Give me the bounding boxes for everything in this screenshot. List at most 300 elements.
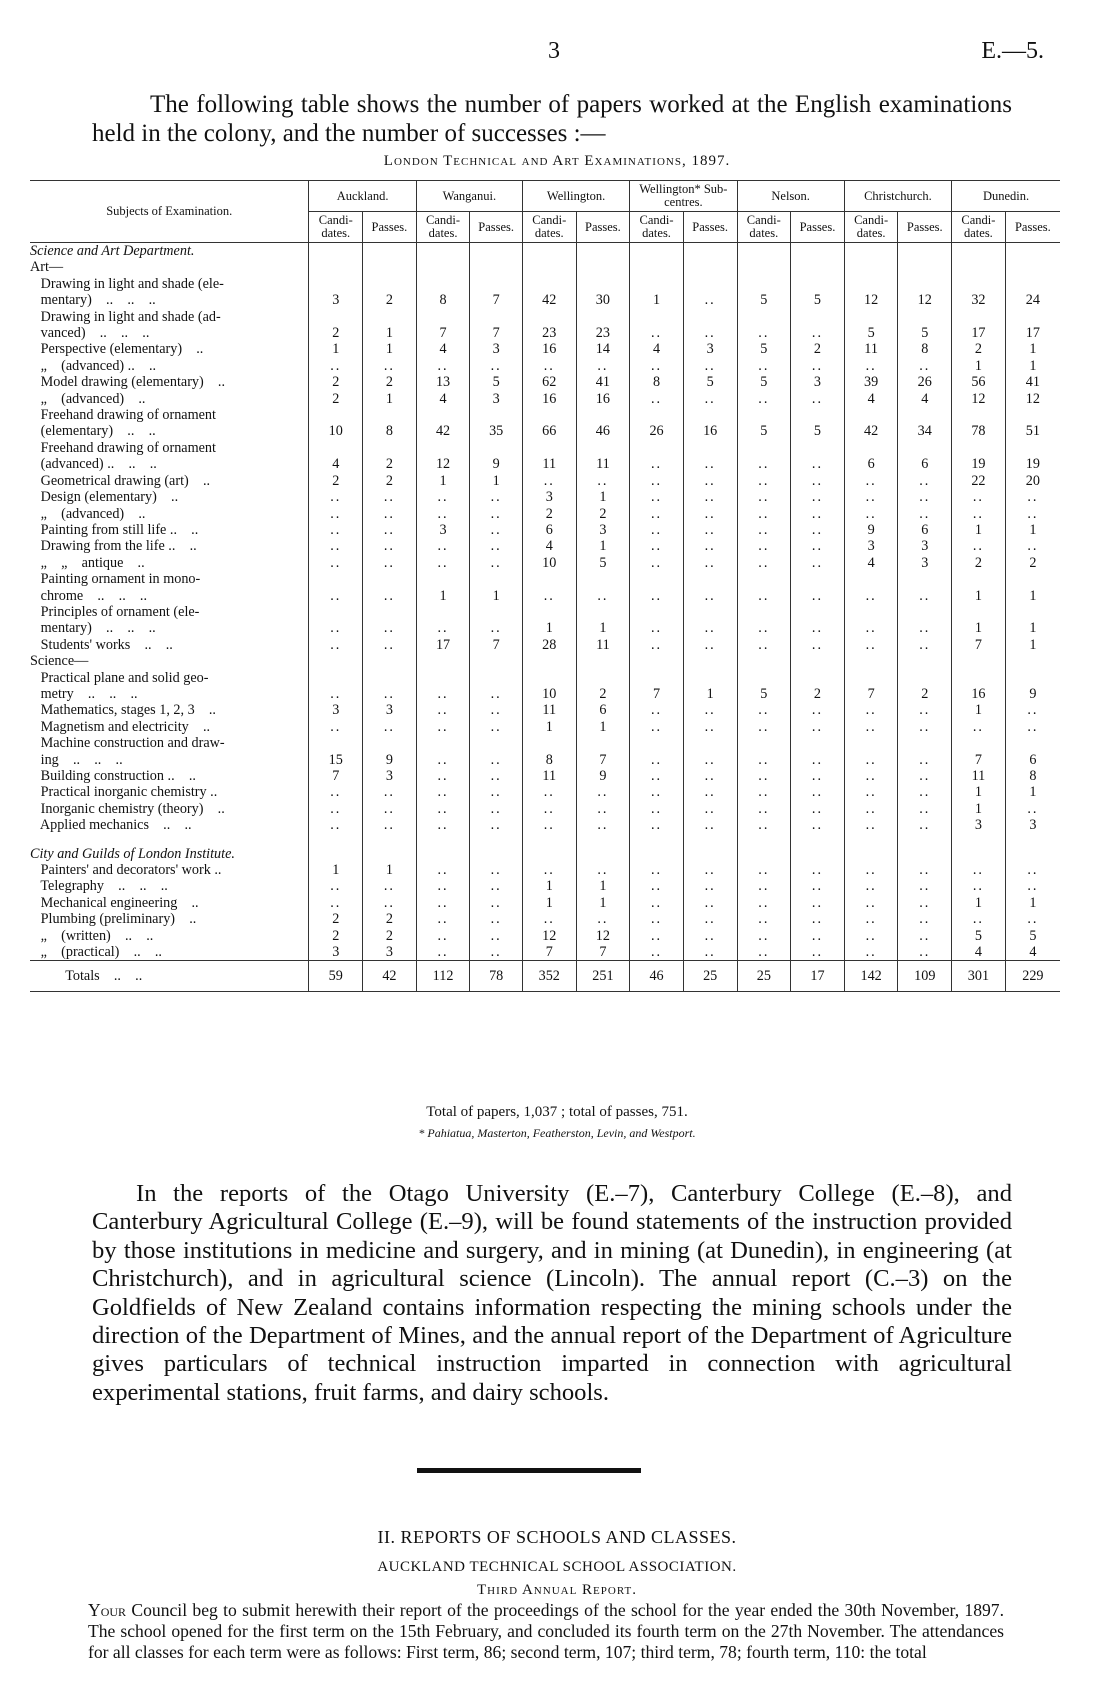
passes-cell: 2 [363,928,417,944]
passes-cell: .. [791,358,845,374]
passes-cell: 1 [683,686,737,702]
candidates-cell: .. [737,862,791,878]
passes-cell [898,735,952,751]
candidates-cell: .. [737,719,791,735]
candidates-cell [416,735,470,751]
passes-cell [1005,259,1060,275]
candidates-cell [309,653,363,669]
passes-cell: .. [898,928,952,944]
passes-cell [576,604,630,620]
passes-cell [898,407,952,423]
candidates-cell [630,276,684,292]
candidates-cell: .. [844,817,898,833]
table-row [30,407,1060,423]
passes-cell: 2 [576,686,630,702]
passes-cell: 3 [363,702,417,718]
passes-cell: .. [1005,862,1060,878]
candidates-cell [737,834,791,846]
candidates-cell [309,670,363,686]
candidates-cell: 142 [844,961,898,992]
passes-cell: 1 [1005,588,1060,604]
row-label: Applied mechanics .. .. [30,817,192,834]
candidates-cell: 7 [416,325,470,341]
candidates-cell: .. [737,506,791,522]
candidates-cell: .. [416,878,470,894]
passes-cell: .. [898,620,952,636]
candidates-cell: .. [522,801,576,817]
candidates-cell: .. [737,878,791,894]
candidates-cell: .. [630,637,684,653]
row-label: Freehand drawing of ornament [30,439,216,456]
candidates-cell: 5 [952,928,1006,944]
candidates-cell: 7 [630,686,684,702]
document-code: E.—5. [981,38,1044,64]
candidates-cell: 12 [952,391,1006,407]
passes-cell: 17 [791,961,845,992]
candidates-cell: .. [952,911,1006,927]
candidates-cell: .. [844,588,898,604]
candidates-cell [952,735,1006,751]
passes-cell [683,440,737,456]
candidates-cell: .. [844,944,898,961]
passes-cell: .. [791,620,845,636]
passes-cell: 2 [363,473,417,489]
passes-cell: .. [470,719,523,735]
passes-cell: 3 [363,768,417,784]
page-number: 3 [548,38,560,64]
passes-cell [683,259,737,275]
table-row [30,653,1060,669]
candidates-cell: 3 [309,702,363,718]
candidates-cell: .. [416,895,470,911]
candidates-cell: 12 [416,456,470,472]
candidates-cell: 78 [952,423,1006,439]
row-label: City and Guilds of London Institute. [30,845,235,862]
candidates-cell [737,259,791,275]
row-label: Painting ornament in mono- [30,571,201,588]
passes-cell [791,846,845,862]
passes-cell: .. [898,358,952,374]
passes-cell [1005,243,1060,260]
passes-cell: .. [683,325,737,341]
candidates-cell: 42 [522,292,576,308]
candidates-cell [844,276,898,292]
candidates-cell: 3 [522,489,576,505]
candidates-cell [309,440,363,456]
passes-cell: .. [683,489,737,505]
passes-cell: 35 [470,423,523,439]
passes-cell: 9 [363,752,417,768]
candidates-cell [952,276,1006,292]
examinations-table [30,180,1060,992]
candidates-cell: .. [309,522,363,538]
candidates-cell [309,259,363,275]
candidates-cell: .. [309,719,363,735]
candidates-cell: 3 [952,817,1006,833]
passes-cell: .. [791,473,845,489]
candidates-cell [844,735,898,751]
passes-cell: .. [470,522,523,538]
passes-cell: 6 [898,456,952,472]
passes-cell: .. [898,895,952,911]
candidates-cell [522,653,576,669]
table-row [30,391,1060,407]
candidates-header: Candi-dates. [309,212,363,243]
passes-cell [576,309,630,325]
passes-cell: .. [683,801,737,817]
table-row [30,489,1060,505]
candidates-cell: 1 [952,801,1006,817]
row-label: „ (written) .. .. [30,927,154,944]
candidates-cell: 1 [309,862,363,878]
passes-cell: .. [363,489,417,505]
candidates-cell: 112 [416,961,470,992]
row-label: Students' works .. .. [30,636,173,653]
table-title: London Technical and Art Examinations, 1897. [383,153,731,169]
intro-paragraph: The following table shows the number of papers worked at the English examinations held in the colony, and the number of successes :— [92,91,1012,147]
row-label: Painting from still life .. .. [30,521,199,538]
passes-cell: 1 [470,588,523,604]
passes-cell: .. [363,878,417,894]
candidates-cell: .. [630,620,684,636]
passes-cell: .. [576,588,630,604]
table-row [30,358,1060,374]
candidates-cell: .. [522,784,576,800]
passes-cell: .. [470,878,523,894]
candidates-cell: .. [737,784,791,800]
passes-cell: 9 [1005,686,1060,702]
centre-header: Auckland. [309,181,416,212]
passes-cell: .. [791,801,845,817]
passes-cell [1005,846,1060,862]
candidates-cell: .. [630,473,684,489]
candidates-cell [416,309,470,325]
candidates-cell: 19 [952,456,1006,472]
passes-cell [683,653,737,669]
candidates-cell: .. [416,506,470,522]
passes-cell [791,735,845,751]
passes-cell [1005,440,1060,456]
passes-cell: .. [898,944,952,961]
row-label: Plumbing (preliminary) .. [30,911,197,928]
candidates-cell: 5 [737,374,791,390]
passes-cell: .. [791,944,845,961]
candidates-cell: .. [737,817,791,833]
candidates-cell: 7 [952,752,1006,768]
passes-cell: .. [363,817,417,833]
candidates-cell: .. [630,325,684,341]
candidates-cell: 1 [952,522,1006,538]
passes-cell: 7 [576,944,630,961]
candidates-cell [630,604,684,620]
candidates-cell: .. [844,768,898,784]
candidates-cell: 16 [952,686,1006,702]
passes-cell: .. [791,555,845,571]
passes-cell [576,440,630,456]
candidates-cell: .. [630,506,684,522]
passes-cell: 1 [576,620,630,636]
candidates-cell [630,653,684,669]
candidates-header: Candi-dates. [737,212,791,243]
row-label [30,834,309,846]
candidates-cell [952,243,1006,260]
passes-cell: .. [363,555,417,571]
candidates-cell: 352 [522,961,576,992]
candidates-cell: .. [630,456,684,472]
passes-cell [898,243,952,260]
row-label: Magnetism and electricity .. [30,718,211,735]
passes-cell: 4 [898,391,952,407]
row-label: „ (advanced) .. .. [30,357,157,374]
candidates-cell: 4 [416,341,470,357]
candidates-cell: 62 [522,374,576,390]
passes-cell: .. [576,911,630,927]
table-row [30,878,1060,894]
passes-cell [791,407,845,423]
candidates-cell: .. [630,719,684,735]
row-label: Telegraphy .. .. .. [30,878,168,895]
candidates-cell: 1 [522,620,576,636]
passes-cell: .. [791,456,845,472]
passes-cell: .. [683,358,737,374]
passes-cell [363,243,417,260]
passes-cell [791,670,845,686]
passes-cell: 1 [576,878,630,894]
passes-cell: 1 [576,719,630,735]
candidates-cell: .. [630,817,684,833]
candidates-cell: 11 [522,768,576,784]
candidates-cell: .. [309,686,363,702]
passes-cell: .. [683,768,737,784]
passes-cell [470,276,523,292]
passes-cell [683,407,737,423]
candidates-cell: .. [309,489,363,505]
row-label: mentary) .. .. .. [30,620,156,637]
candidates-cell: .. [630,391,684,407]
passes-cell [1005,834,1060,846]
passes-cell [898,834,952,846]
passes-cell: 3 [1005,817,1060,833]
candidates-cell: 28 [522,637,576,653]
candidates-cell: 7 [844,686,898,702]
passes-cell: .. [791,784,845,800]
candidates-cell [309,309,363,325]
passes-cell: .. [683,620,737,636]
table-row [30,928,1060,944]
passes-cell: .. [683,878,737,894]
passes-cell: .. [1005,538,1060,554]
passes-cell: .. [363,620,417,636]
candidates-cell [952,604,1006,620]
passes-cell: 1 [576,895,630,911]
candidates-cell: 1 [952,784,1006,800]
passes-cell [683,670,737,686]
candidates-cell [630,309,684,325]
passes-cell: .. [683,862,737,878]
passes-cell: .. [898,702,952,718]
candidates-cell: 3 [416,522,470,538]
passes-cell [470,653,523,669]
passes-cell: 2 [363,374,417,390]
row-label: „ „ antique .. [30,554,145,571]
passes-cell: 6 [898,522,952,538]
passes-cell: 24 [1005,292,1060,308]
passes-cell: 16 [683,423,737,439]
candidates-cell: 17 [416,637,470,653]
candidates-cell: .. [844,752,898,768]
candidates-cell: 10 [309,423,363,439]
candidates-cell: .. [630,522,684,538]
passes-cell [470,407,523,423]
passes-cell: .. [791,878,845,894]
passes-cell: .. [683,817,737,833]
candidates-cell: .. [844,895,898,911]
passes-cell: .. [791,911,845,927]
passes-header: Passes. [576,212,630,243]
candidates-cell: 26 [630,423,684,439]
passes-cell: .. [683,555,737,571]
candidates-cell [309,276,363,292]
passes-cell: 26 [898,374,952,390]
candidates-cell: 7 [952,637,1006,653]
table-row [30,341,1060,357]
table-row [30,944,1060,961]
candidates-cell: .. [844,801,898,817]
passes-cell: 1 [470,473,523,489]
candidates-cell: 22 [952,473,1006,489]
passes-cell [791,309,845,325]
candidates-cell: .. [844,489,898,505]
passes-cell: 5 [576,555,630,571]
passes-cell: 41 [1005,374,1060,390]
passes-cell: 2 [791,686,845,702]
candidates-cell [309,834,363,846]
candidates-cell [522,846,576,862]
passes-cell: 9 [470,456,523,472]
table-row [30,473,1060,489]
passes-cell: 9 [576,768,630,784]
passes-cell [683,276,737,292]
row-label: Drawing in light and shade (ele- [30,275,224,292]
candidates-cell: .. [309,637,363,653]
candidates-cell: .. [630,928,684,944]
passes-cell [898,670,952,686]
candidates-cell: 2 [522,506,576,522]
candidates-cell [737,407,791,423]
passes-cell: .. [791,522,845,538]
candidates-cell: .. [522,862,576,878]
row-label: Drawing from the life .. .. [30,538,197,555]
passes-cell: 1 [1005,637,1060,653]
passes-cell: 51 [1005,423,1060,439]
candidates-cell: 10 [522,686,576,702]
table-row [30,846,1060,862]
candidates-cell: 3 [309,944,363,961]
candidates-cell [522,571,576,587]
passes-cell: 2 [576,506,630,522]
passes-cell: .. [470,801,523,817]
table-row [30,670,1060,686]
candidates-cell: .. [952,506,1006,522]
candidates-cell: .. [416,489,470,505]
candidates-cell: 2 [309,928,363,944]
passes-header: Passes. [470,212,523,243]
candidates-cell: .. [952,719,1006,735]
candidates-cell [952,407,1006,423]
candidates-cell [952,653,1006,669]
passes-header: Passes. [898,212,952,243]
passes-cell [576,259,630,275]
candidates-cell [309,243,363,260]
passes-cell: 5 [1005,928,1060,944]
candidates-cell: .. [952,538,1006,554]
passes-cell: .. [576,817,630,833]
table-row [30,292,1060,308]
candidates-cell: .. [844,506,898,522]
candidates-cell: 16 [522,391,576,407]
passes-cell: .. [363,784,417,800]
passes-cell: .. [898,473,952,489]
candidates-cell [630,735,684,751]
candidates-cell: .. [630,538,684,554]
candidates-cell [952,571,1006,587]
passes-cell: 1 [1005,895,1060,911]
candidates-cell: .. [630,555,684,571]
candidates-cell [737,604,791,620]
passes-cell [898,259,952,275]
table-row [30,735,1060,751]
passes-cell: 5 [470,374,523,390]
passes-cell [470,604,523,620]
candidates-cell: 4 [844,555,898,571]
row-label: (elementary) .. .. [30,423,156,440]
totals-row [30,961,1060,992]
passes-cell: 19 [1005,456,1060,472]
candidates-cell: 1 [952,895,1006,911]
candidates-cell [844,571,898,587]
table-footnote: * Pahiatua, Masterton, Featherston, Levin, and Westport. [418,1126,696,1140]
candidates-cell: .. [737,522,791,538]
candidates-cell: 2 [309,374,363,390]
candidates-cell: .. [737,588,791,604]
candidates-cell: 3 [844,538,898,554]
passes-cell: .. [1005,801,1060,817]
passes-cell: 1 [576,489,630,505]
table-total-note: Total of papers, 1,037 ; total of passes, 751. [426,1104,688,1120]
candidates-cell: 1 [522,878,576,894]
table-row [30,801,1060,817]
candidates-cell: .. [737,325,791,341]
candidates-cell: 4 [952,944,1006,961]
passes-cell [363,407,417,423]
passes-cell [363,259,417,275]
passes-cell: 1 [363,341,417,357]
row-label: mentary) .. .. .. [30,292,156,309]
candidates-cell [630,670,684,686]
candidates-cell: .. [737,637,791,653]
passes-cell: 1 [1005,620,1060,636]
candidates-header: Candi-dates. [844,212,898,243]
candidates-cell: 8 [416,292,470,308]
candidates-cell: 66 [522,423,576,439]
passes-cell: 25 [683,961,737,992]
candidates-cell: 59 [309,961,363,992]
passes-cell: 12 [1005,391,1060,407]
table-row [30,456,1060,472]
candidates-cell [522,309,576,325]
candidates-cell: 1 [416,588,470,604]
candidates-cell: 3 [309,292,363,308]
